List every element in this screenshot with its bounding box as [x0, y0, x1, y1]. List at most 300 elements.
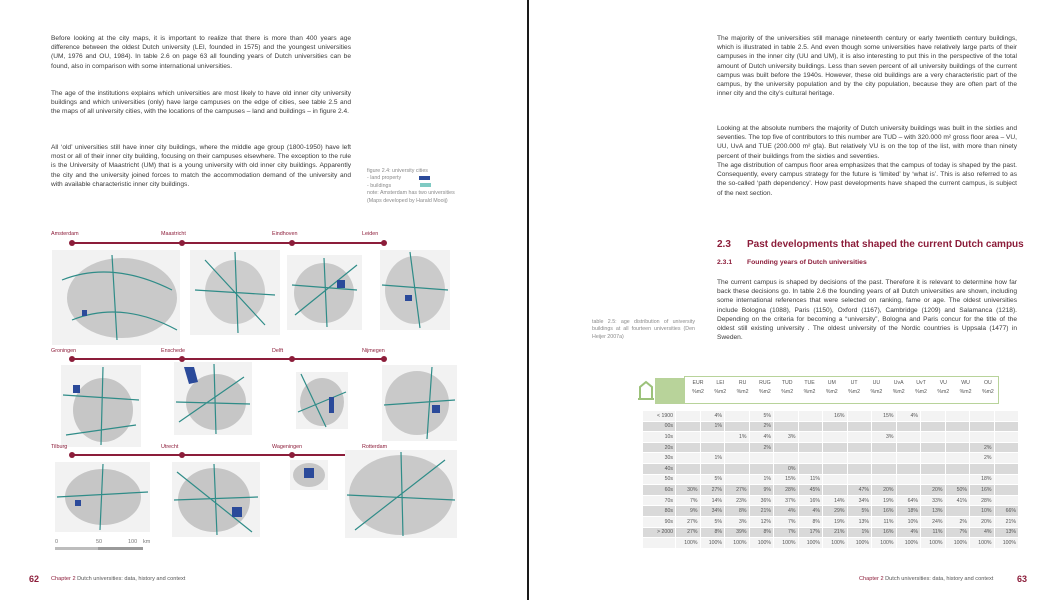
table-cell: 2% — [750, 422, 774, 432]
table-cell — [823, 443, 847, 453]
figure-title: figure 2.4: university cities — [367, 168, 428, 174]
table-row — [643, 422, 1018, 432]
table-cell — [676, 432, 700, 442]
table-cell — [725, 411, 749, 421]
table-cell: 4% — [774, 506, 798, 516]
body-paragraph: Looking at the absolute numbers the majority of Dutch university buildings was built in the sixties and seventies. The top five of contributors to this number are TUD – with 320.000 m² gross floor area – VU, UU, UvA and TUE (200.000 m² gfa). But relatively VU is on the top of the list, with more than ninety percent of their buildings from the sixties and seventies. — [717, 125, 1017, 160]
table-cell — [823, 485, 847, 495]
table-cell — [872, 443, 896, 453]
table-row — [643, 464, 1018, 474]
column-header: UT — [850, 380, 858, 386]
table-cell — [897, 485, 921, 495]
table-row — [643, 528, 1018, 538]
body-paragraph: The age distribution of campus floor area emphasizes that the campus of today is shaped by the past. Consequently, every campus strategy for the future is ‘limited’ by ‘what is’. This is also referred to as the so-called ‘path dependency’. How past developments have shaped the current campus, is subject of the next section. — [717, 162, 1017, 197]
table-cell: 30% — [676, 485, 700, 495]
building-icon — [638, 379, 654, 401]
table-cell: 7% — [774, 517, 798, 527]
age-distribution-table — [642, 410, 1019, 549]
map-tilburg — [55, 462, 150, 532]
table-cell: 16% — [872, 506, 896, 516]
table-cell: 29% — [823, 506, 847, 516]
city-label-utrecht: Utrecht — [161, 444, 179, 450]
running-footer: Chapter 2 Dutch universities: data, history and context — [51, 576, 186, 582]
table-cell — [897, 464, 921, 474]
table-cell: 21% — [823, 528, 847, 538]
column-header: TUE — [804, 380, 815, 386]
timeline-line-row1 — [72, 242, 384, 244]
subsection-heading: 2.3.1 Founding years of Dutch universities — [717, 259, 867, 266]
scale-segment-1 — [55, 547, 98, 550]
table-cell — [799, 464, 823, 474]
table-cell — [872, 475, 896, 485]
scale-label-50: 50 — [96, 539, 103, 545]
table-cell: 100% — [774, 538, 798, 548]
table-cell: 1% — [725, 432, 749, 442]
table-row — [643, 485, 1018, 495]
table-cell — [995, 411, 1019, 421]
table-row — [643, 432, 1018, 442]
table-cell — [946, 475, 970, 485]
table-cell — [799, 411, 823, 421]
table-cell — [921, 411, 945, 421]
table-cell: 100% — [848, 538, 872, 548]
column-header: OU — [984, 380, 992, 386]
table-cell — [995, 475, 1019, 485]
table-cell: 5% — [750, 411, 774, 421]
table-cell — [970, 464, 994, 474]
table-cell: 39% — [725, 528, 749, 538]
figure-credit: (Maps developed by Harald Mooij) — [367, 197, 448, 204]
table-cell: 17% — [799, 528, 823, 538]
table-cell — [897, 432, 921, 442]
legend-item-land: - land property — [367, 175, 497, 182]
column-header: EUR — [692, 380, 704, 386]
table-cell — [848, 411, 872, 421]
table-cell: 15% — [872, 411, 896, 421]
table-cell — [897, 443, 921, 453]
table-cell: 3% — [872, 432, 896, 442]
column-header: VU — [939, 380, 947, 386]
row-label: 10s — [643, 432, 675, 442]
table-cell: 37% — [774, 496, 798, 506]
timeline-dot — [289, 452, 295, 458]
table-cell — [799, 422, 823, 432]
column-unit: %m2 — [937, 389, 950, 395]
table-cell — [946, 422, 970, 432]
table-cell: 19% — [823, 517, 847, 527]
map-enschede — [174, 362, 252, 435]
table-cell: 100% — [897, 538, 921, 548]
table-cell: 10% — [897, 517, 921, 527]
table-cell — [750, 453, 774, 463]
table-cell — [823, 453, 847, 463]
column-header: UvA — [893, 380, 904, 386]
table-cell — [946, 411, 970, 421]
table-cell: 100% — [701, 538, 725, 548]
column-header: WU — [961, 380, 970, 386]
table-cell: 23% — [725, 496, 749, 506]
column-unit: %m2 — [692, 389, 704, 395]
table-cell — [995, 496, 1019, 506]
table-cell: 18% — [897, 506, 921, 516]
city-label-enschede: Enschede — [161, 348, 185, 354]
table-row — [643, 443, 1018, 453]
table-cell: 100% — [970, 538, 994, 548]
column-header: UvT — [916, 380, 926, 386]
table-cell — [823, 464, 847, 474]
table-cell: 100% — [799, 538, 823, 548]
table-cell — [701, 432, 725, 442]
table-cell: 20% — [872, 485, 896, 495]
table-cell: 19% — [872, 496, 896, 506]
table-cell: 45% — [799, 485, 823, 495]
table-cell — [946, 432, 970, 442]
table-cell: 15% — [774, 475, 798, 485]
table-row — [643, 475, 1018, 485]
city-label-eindhoven: Eindhoven — [272, 231, 298, 237]
table-cell — [774, 453, 798, 463]
row-label: 40s — [643, 464, 675, 474]
running-footer: Chapter 2 Dutch universities: data, history and context — [859, 576, 994, 582]
column-header: UU — [872, 380, 881, 386]
map-amsterdam — [52, 250, 180, 345]
scale-label-km: km — [143, 539, 151, 545]
table-cell: 64% — [897, 496, 921, 506]
table-cell — [725, 443, 749, 453]
table-cell: 1% — [750, 475, 774, 485]
table-cell — [921, 432, 945, 442]
table-cell — [921, 453, 945, 463]
table-cell: 18% — [970, 475, 994, 485]
map-eindhoven — [287, 255, 362, 330]
map-wageningen — [290, 460, 328, 490]
table-cell: 28% — [774, 485, 798, 495]
table-cell: 14% — [823, 496, 847, 506]
table-cell — [872, 464, 896, 474]
table-cell: 100% — [725, 538, 749, 548]
table-cell — [872, 453, 896, 463]
city-label-wageningen: Wageningen — [272, 444, 303, 450]
table-header-accent — [655, 378, 684, 404]
table-cell: 5% — [701, 517, 725, 527]
table-cell — [848, 464, 872, 474]
timeline-dot — [381, 240, 387, 246]
body-paragraph: Before looking at the city maps, it is important to realize that there is more than 400 years age difference between the oldest Dutch university (LEI, founded in 1575) and the youngest universities (UM, 1976 and OU, 1984). In table 2.6 on page 63 all founding years of Dutch universities can be found, also in comparison with some international universities. — [51, 35, 351, 70]
table-cell — [897, 453, 921, 463]
table-cell: 33% — [921, 496, 945, 506]
table-cell: 4% — [750, 432, 774, 442]
table-cell: 2% — [970, 453, 994, 463]
table-cell: 66% — [995, 506, 1019, 516]
table-cell: 2% — [750, 443, 774, 453]
table-cell — [970, 411, 994, 421]
table-cell: 2% — [946, 517, 970, 527]
table-cell — [701, 464, 725, 474]
table-cell — [676, 443, 700, 453]
table-cell: 11% — [921, 528, 945, 538]
row-label — [643, 538, 675, 548]
table-cell — [995, 485, 1019, 495]
table-cell: 5% — [848, 506, 872, 516]
table-cell: 21% — [995, 517, 1019, 527]
table-cell: 34% — [848, 496, 872, 506]
row-label: 20s — [643, 443, 675, 453]
table-cell: 16% — [970, 485, 994, 495]
map-scale-bar — [55, 539, 155, 553]
table-cell: 14% — [701, 496, 725, 506]
table-cell: 47% — [848, 485, 872, 495]
table-cell: 11% — [799, 475, 823, 485]
city-label-delft: Delft — [272, 348, 284, 354]
table-cell: 7% — [774, 528, 798, 538]
city-label-maastricht: Maastricht — [161, 231, 186, 237]
table-cell — [848, 475, 872, 485]
table-header — [684, 376, 999, 404]
table-cell: 41% — [946, 496, 970, 506]
row-label: 30s — [643, 453, 675, 463]
row-label: 50s — [643, 475, 675, 485]
column-header: UM — [827, 380, 836, 386]
table-cell — [774, 411, 798, 421]
table-cell: 3% — [725, 517, 749, 527]
figure-caption — [367, 168, 497, 205]
column-unit: %m2 — [959, 389, 972, 395]
table-cell: 28% — [970, 496, 994, 506]
table-cell: 11% — [872, 517, 896, 527]
table-cell: 21% — [750, 506, 774, 516]
body-paragraph: The age of the institutions explains which universities are most likely to have old inner city university buildings and which universities (only) have large campuses on the edge of cities, see table 2.5 and the maps of all university cities, with the locations of the campuses – land and buildings – in figure 2.4. — [51, 90, 351, 116]
table-cell — [725, 453, 749, 463]
table-cell: 20% — [921, 485, 945, 495]
table-cell: 27% — [725, 485, 749, 495]
table-cell — [897, 422, 921, 432]
city-label-groningen: Groningen — [51, 348, 77, 354]
table-cell: 8% — [725, 506, 749, 516]
table-cell: 4% — [701, 411, 725, 421]
section-paragraph: The current campus is shaped by decisions of the past. Therefore it is relevant to determine how far back these decisions go. In table 2.6 the founding years of all Dutch universities are shown, including some international references that were selected on ranking, fame or age. The oldest universities include Bologna (1088), Paris (1150), Oxford (1167), Cambridge (1209) and Salamanca (1218). Depending on the criteria for becoming a “university”, Bologna and Paris concur for the title of the oldest still existing university . The oldest university of the Nordic countries is Uppsala (1477) in Sweden. — [717, 279, 1017, 342]
table-cell — [725, 422, 749, 432]
table-cell: 16% — [799, 496, 823, 506]
table-cell — [823, 422, 847, 432]
city-label-tilburg: Tilburg — [51, 444, 68, 450]
table-cell: 2% — [970, 443, 994, 453]
table-row — [643, 453, 1018, 463]
column-unit: %m2 — [714, 389, 727, 395]
table-cell — [921, 464, 945, 474]
table-cell: 27% — [701, 485, 725, 495]
table-cell — [725, 464, 749, 474]
table-cell — [676, 464, 700, 474]
table-cell: 1% — [701, 453, 725, 463]
row-label: 80s — [643, 506, 675, 516]
table-cell: 0% — [774, 464, 798, 474]
table-cell: 100% — [946, 538, 970, 548]
table-cell: 1% — [701, 422, 725, 432]
table-cell: 5% — [701, 475, 725, 485]
column-unit: %m2 — [870, 389, 883, 395]
map-maastricht — [190, 250, 280, 335]
column-header: TUD — [781, 380, 793, 386]
table-caption: table 2.5: age distribution of university buildings at all fourteen universities (Den Heijer 2007a) — [592, 319, 695, 340]
table-cell: 4% — [970, 528, 994, 538]
column-unit: %m2 — [848, 389, 860, 395]
row-label: 90s — [643, 517, 675, 527]
table-cell — [995, 443, 1019, 453]
map-leiden — [380, 250, 450, 330]
table-cell — [921, 475, 945, 485]
table-cell — [946, 453, 970, 463]
table-cell: 8% — [799, 517, 823, 527]
table-cell: 20% — [970, 517, 994, 527]
table-cell — [921, 443, 945, 453]
table-cell — [799, 453, 823, 463]
table-cell: 7% — [946, 528, 970, 538]
table-cell — [823, 475, 847, 485]
table-cell: 4% — [897, 411, 921, 421]
table-cell: 13% — [848, 517, 872, 527]
land-property-swatch — [419, 176, 430, 180]
table-cell: 1% — [848, 528, 872, 538]
table-cell — [750, 464, 774, 474]
table-cell: 27% — [676, 517, 700, 527]
row-label: 70s — [643, 496, 675, 506]
map-delft — [296, 372, 348, 429]
city-label-rotterdam: Rotterdam — [362, 444, 388, 450]
scale-label-0: 0 — [55, 539, 59, 545]
table-cell: 12% — [750, 517, 774, 527]
table-row — [643, 506, 1018, 516]
city-label-amsterdam: Amsterdam — [51, 231, 79, 237]
table-cell: 16% — [823, 411, 847, 421]
table-cell — [897, 475, 921, 485]
timeline-dot — [69, 452, 75, 458]
table-cell — [774, 422, 798, 432]
table-cell — [823, 432, 847, 442]
buildings-swatch — [420, 183, 431, 187]
column-unit: %m2 — [781, 389, 794, 395]
column-header: RU — [738, 380, 747, 386]
table-cell: 27% — [676, 528, 700, 538]
table-cell — [848, 443, 872, 453]
scale-segment-2 — [98, 547, 143, 550]
timeline-dot — [289, 356, 295, 362]
column-unit: %m2 — [892, 389, 905, 395]
table-cell — [995, 422, 1019, 432]
map-groningen — [61, 365, 141, 447]
table-cell — [921, 422, 945, 432]
table-cell — [848, 453, 872, 463]
timeline-line-row2 — [72, 358, 384, 360]
timeline-dot — [179, 240, 185, 246]
table-cell — [995, 453, 1019, 463]
table-cell — [676, 411, 700, 421]
table-cell: 9% — [750, 485, 774, 495]
table-row — [643, 411, 1018, 421]
legend-item-buildings: - buildings — [367, 183, 497, 190]
timeline-dot — [179, 452, 185, 458]
table-cell: 36% — [750, 496, 774, 506]
figure-note: note: Amsterdam has two universities — [367, 190, 455, 197]
table-cell: 10% — [970, 506, 994, 516]
timeline-dot — [381, 356, 387, 362]
table-cell — [676, 422, 700, 432]
table-cell: 3% — [774, 432, 798, 442]
timeline-dot — [69, 240, 75, 246]
column-header: LEI — [716, 380, 725, 386]
table-cell — [799, 432, 823, 442]
column-unit: %m2 — [736, 389, 749, 395]
column-unit: %m2 — [825, 389, 838, 395]
table-cell: 100% — [872, 538, 896, 548]
column-unit: %m2 — [915, 389, 927, 395]
city-label-leiden: Leiden — [362, 231, 379, 237]
table-cell: 7% — [676, 496, 700, 506]
table-cell — [995, 432, 1019, 442]
body-paragraph: All ‘old’ universities still have inner city buildings, where the middle age group (1800-1950) have left most or all of their inner city building, focusing on their campuses elsewhere. The exception to the rule is the University of Maastricht (UM) that is a young university with old inner city buildings. Apparently the city and the university joined forces to match the accommodation demand of the university and with available characteristic inner city buildings. — [51, 144, 351, 188]
table-cell: 100% — [823, 538, 847, 548]
body-paragraph: The majority of the universities still manage nineteenth century or early twentieth century buildings, which is illustrated in table 2.5. And even though some universities have relatively large parts of their campuses in the inner city (UU and UM), it is also interesting to put this in the perspective of the total amount of Dutch university buildings. Less than seven percent of all university buildings of the current campus was built before the 1940s. However, these old buildings are a very characteristic part of the campus, by the university population and by the city population, because they are often part of the inner city and the city’s cultural heritage. — [717, 35, 1017, 98]
table-cell — [774, 443, 798, 453]
timeline-line-row3 — [72, 454, 384, 456]
column-unit: %m2 — [981, 389, 994, 395]
table-total-row — [643, 538, 1018, 548]
section-heading: 2.3 Past developments that shaped the current Dutch campus — [717, 239, 1024, 250]
table-cell — [970, 422, 994, 432]
page-number: 63 — [1017, 574, 1028, 584]
map-nijmegen — [382, 365, 457, 441]
table-cell: 100% — [921, 538, 945, 548]
table-cell: 4% — [897, 528, 921, 538]
table-row — [643, 517, 1018, 527]
column-unit: %m2 — [758, 389, 771, 395]
table-cell — [946, 506, 970, 516]
right-page — [529, 0, 1056, 600]
table-cell: 13% — [921, 506, 945, 516]
table-cell: 100% — [995, 538, 1019, 548]
table-cell — [872, 422, 896, 432]
city-label-nijmegen: Nijmegen — [362, 348, 385, 354]
left-page — [0, 0, 527, 600]
table-cell — [970, 432, 994, 442]
row-label: 60s — [643, 485, 675, 495]
page-number: 62 — [29, 574, 40, 584]
table-cell: 24% — [921, 517, 945, 527]
timeline-dot — [289, 240, 295, 246]
table-cell: 8% — [750, 528, 774, 538]
timeline-dot — [69, 356, 75, 362]
table-cell — [676, 475, 700, 485]
row-label: < 1900 — [643, 411, 675, 421]
table-cell — [799, 443, 823, 453]
table-cell — [946, 443, 970, 453]
table-cell: 9% — [676, 506, 700, 516]
row-label: 00s — [643, 422, 675, 432]
table-cell — [946, 464, 970, 474]
table-cell: 16% — [872, 528, 896, 538]
column-unit: %m2 — [803, 389, 816, 395]
table-cell — [725, 475, 749, 485]
table-cell — [701, 443, 725, 453]
map-rotterdam — [345, 450, 457, 538]
column-header: RUG — [759, 380, 771, 386]
table-cell: 100% — [750, 538, 774, 548]
table-cell — [995, 464, 1019, 474]
map-utrecht — [172, 462, 260, 537]
table-cell: 100% — [676, 538, 700, 548]
table-cell: 34% — [701, 506, 725, 516]
row-label: > 2000 — [643, 528, 675, 538]
table-cell — [848, 432, 872, 442]
